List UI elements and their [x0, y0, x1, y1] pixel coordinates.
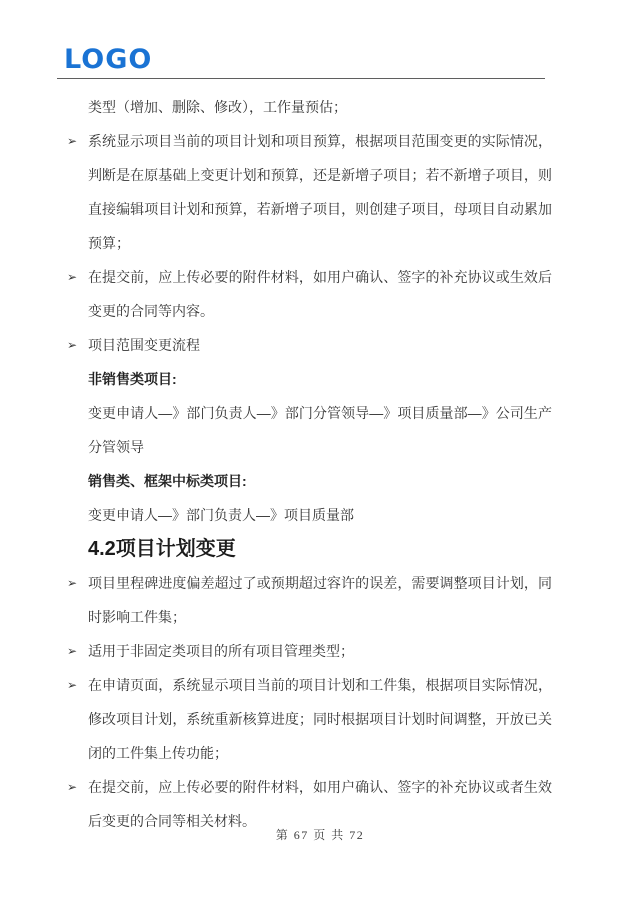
section-heading: 4.2项目计划变更 [88, 538, 236, 560]
page-header [0, 0, 640, 79]
bullet-text: 在提交前，应上传必要的附件材料，如用户确认、签字的补充协议或者生效后变更的合同等相关材料。 [88, 779, 552, 829]
arrow-bullet-icon: ➢ [67, 338, 78, 352]
arrow-bullet-icon: ➢ [67, 270, 78, 284]
bullet-text: 在申请页面，系统显示项目当前的项目计划和工件集，根据项目实际情况，修改项目计划，系统重新核算进度；同时根据项目计划时间调整，开放已关闭的工件集上传功能； [88, 677, 552, 761]
subsection-label-sales: 销售类、框架中标类项目: [88, 473, 247, 489]
paragraph-continuation: 类型（增加、删除、修改），工作量预估； [88, 99, 347, 115]
page-footer [0, 826, 640, 843]
bullet-text: 项目范围变更流程 [88, 337, 200, 353]
bullet-text: 项目里程碑进度偏差超过了或预期超过容许的误差，需要调整项目计划，同时影响工件集； [88, 575, 552, 625]
bullet-item [67, 668, 552, 770]
bullet-text: 适用于非固定类项目的所有项目管理类型； [88, 643, 354, 659]
approval-flow-sales: 变更申请人—》部门负责人—》项目质量部 [88, 507, 354, 523]
company-logo: LOGO [64, 44, 153, 75]
header-divider [57, 78, 545, 79]
subsection-label-non-sales: 非销售类项目: [88, 371, 177, 387]
document-body [67, 90, 552, 838]
bullet-item [67, 260, 552, 328]
bullet-item [67, 124, 552, 260]
arrow-bullet-icon: ➢ [67, 678, 78, 692]
bullet-item [67, 634, 552, 668]
bullet-text: 系统显示项目当前的项目计划和项目预算，根据项目范围变更的实际情况，判断是在原基础上变更计划和预算，还是新增子项目；若不新增子项目，则直接编辑项目计划和预算，若新增子项目，则创建子项目，母项目自动累加预算； [88, 133, 552, 251]
bullet-item [67, 328, 552, 362]
page-number-text: 第 67 页 共 72 [275, 828, 365, 842]
arrow-bullet-icon: ➢ [67, 134, 78, 148]
approval-flow-non-sales: 变更申请人—》部门负责人—》部门分管领导—》项目质量部—》公司生产分管领导 [88, 405, 552, 455]
bullet-item [67, 566, 552, 634]
arrow-bullet-icon: ➢ [67, 780, 78, 794]
arrow-bullet-icon: ➢ [67, 644, 78, 658]
bullet-text: 在提交前，应上传必要的附件材料，如用户确认、签字的补充协议或生效后变更的合同等内容。 [88, 269, 552, 319]
arrow-bullet-icon: ➢ [67, 576, 78, 590]
